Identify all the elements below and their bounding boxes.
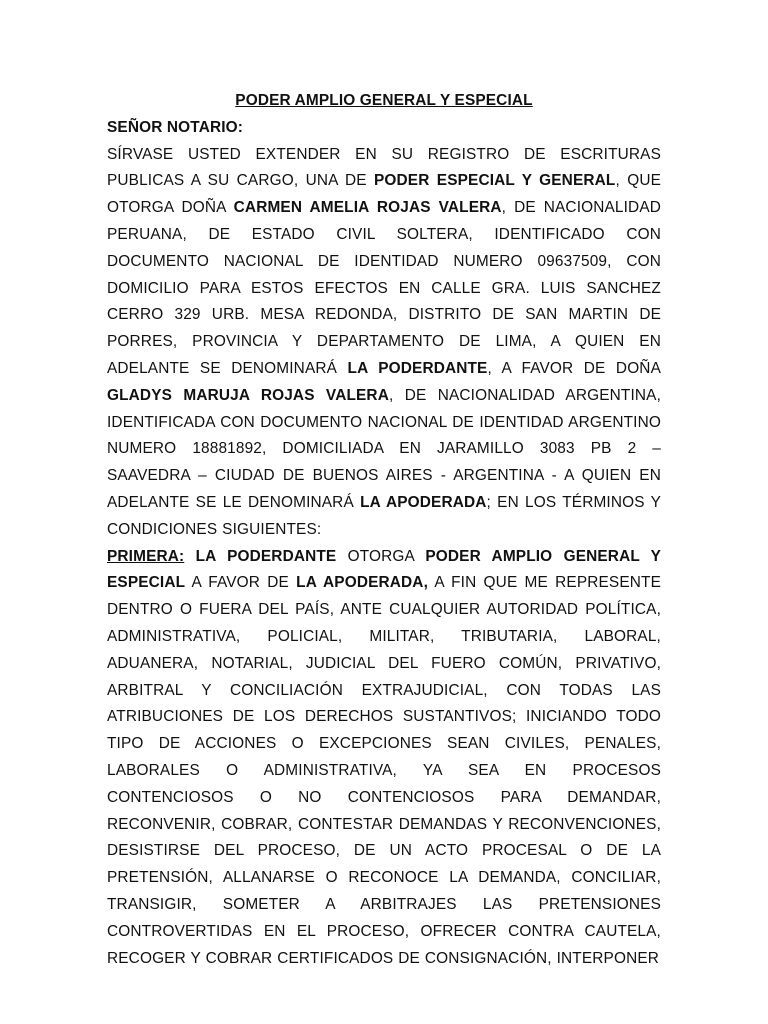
clause-label: PRIMERA: [107, 547, 185, 565]
intro-text-2: , QUE OTORGA DOÑA [107, 172, 661, 217]
intro-text-6: ; EN LOS TÉRMINOS Y CONDICIONES SIGUIENTES: [107, 493, 661, 538]
intro-text-3: , DE NACIONALIDAD PERUANA, DE ESTADO CIVIL SOLTERA, IDENTIFICADO CON DOCUMENTO NACIONAL DE IDENTIDAD NUMERO 09637509, CON DOMICILIO PARA ESTOS EFECTOS EN CALLE GRA. LUIS SANCHEZ CERRO 329 URB. MESA REDONDA, DISTRITO DE SAN MARTIN DE PORRES, PROVINCIA Y DEPARTAMENTO DE LIMA, A QUIEN EN ADELANTE SE DENOMINARÁ [107, 199, 661, 377]
primera-attorney: LA APODERADA, [296, 574, 428, 592]
attorney-name: GLADYS MARUJA ROJAS VALERA [107, 386, 389, 404]
salutation: SEÑOR NOTARIO: [107, 118, 244, 136]
primera-text-2: A FAVOR DE [185, 574, 297, 592]
document-page [107, 88, 661, 972]
primera-text-1: OTORGA [336, 547, 426, 565]
intro-power-type: PODER ESPECIAL Y GENERAL [373, 172, 616, 190]
intro-text-5: , DE NACIONALIDAD ARGENTINA, IDENTIFICADA CON DOCUMENTO NACIONAL DE IDENTIDAD ARGENTINO NUMERO 18881892, DOMICILIADA EN JARAMILLO 3083 PB 2 – SAAVEDRA – CIUDAD DE BUENOS AIRES - ARGENTINA - A QUIEN EN ADELANTE SE LE DENOMINARÁ [107, 386, 661, 511]
primera-grantor: LA PODERDANTE [184, 547, 337, 565]
intro-text-4: , A FAVOR DE DOÑA [487, 359, 661, 377]
clause-primera [107, 544, 661, 973]
intro-paragraph [107, 142, 661, 544]
attorney-designation: LA APODERADA [360, 493, 487, 511]
primera-power-type: PODER AMPLIO GENERAL Y ESPECIAL [107, 547, 662, 592]
document-title: PODER AMPLIO GENERAL Y ESPECIAL [235, 92, 533, 109]
grantor-name: CARMEN AMELIA ROJAS VALERA [233, 199, 502, 217]
grantor-designation: LA PODERDANTE [347, 359, 488, 377]
intro-text-1: SÍRVASE USTED EXTENDER EN SU REGISTRO DE ESCRITURAS PUBLICAS A SU CARGO, UNA DE [107, 145, 661, 190]
primera-text-3: A FIN QUE ME REPRESENTE DENTRO O FUERA DEL PAÍS, ANTE CUALQUIER AUTORIDAD POLÍTICA, ADMINISTRATIVA, POLICIAL, MILITAR, TRIBUTARIA, LABORAL, ADUANERA, NOTARIAL, JUDICIAL DEL FUERO COMÚN, PRIVATIVO, ARBITRAL Y CONCILIACIÓN EXTRAJUDICIAL, CON TODAS LAS ATRIBUCIONES DE LOS DERECHOS SUSTANTIVOS; INICIANDO TODO TIPO DE ACCIONES O EXCEPCIONES SEAN CIVILES, PENALES, LABORALES O ADMINISTRATIVA, YA SEA EN PROCESOS CONTENCIOSOS O NO CONTENCIOSOS PARA DEMANDAR, RECONVENIR, COBRAR, CONTESTAR DEMANDAS Y RECONVENCIONES, DESISTIRSE DEL PROCESO, DE UN ACTO PROCESAL O DE LA PRETENSIÓN, ALLANARSE O RECONOCE LA DEMANDA, CONCILIAR, TRANSIGIR, SOMETER A ARBITRAJES LAS PRETENSIONES CONTROVERTIDAS EN EL PROCESO, OFRECER CONTRA CAUTELA, RECOGER Y COBRAR CERTIFICADOS DE CONSIGNACIÓN, INTERPONER [107, 574, 661, 967]
